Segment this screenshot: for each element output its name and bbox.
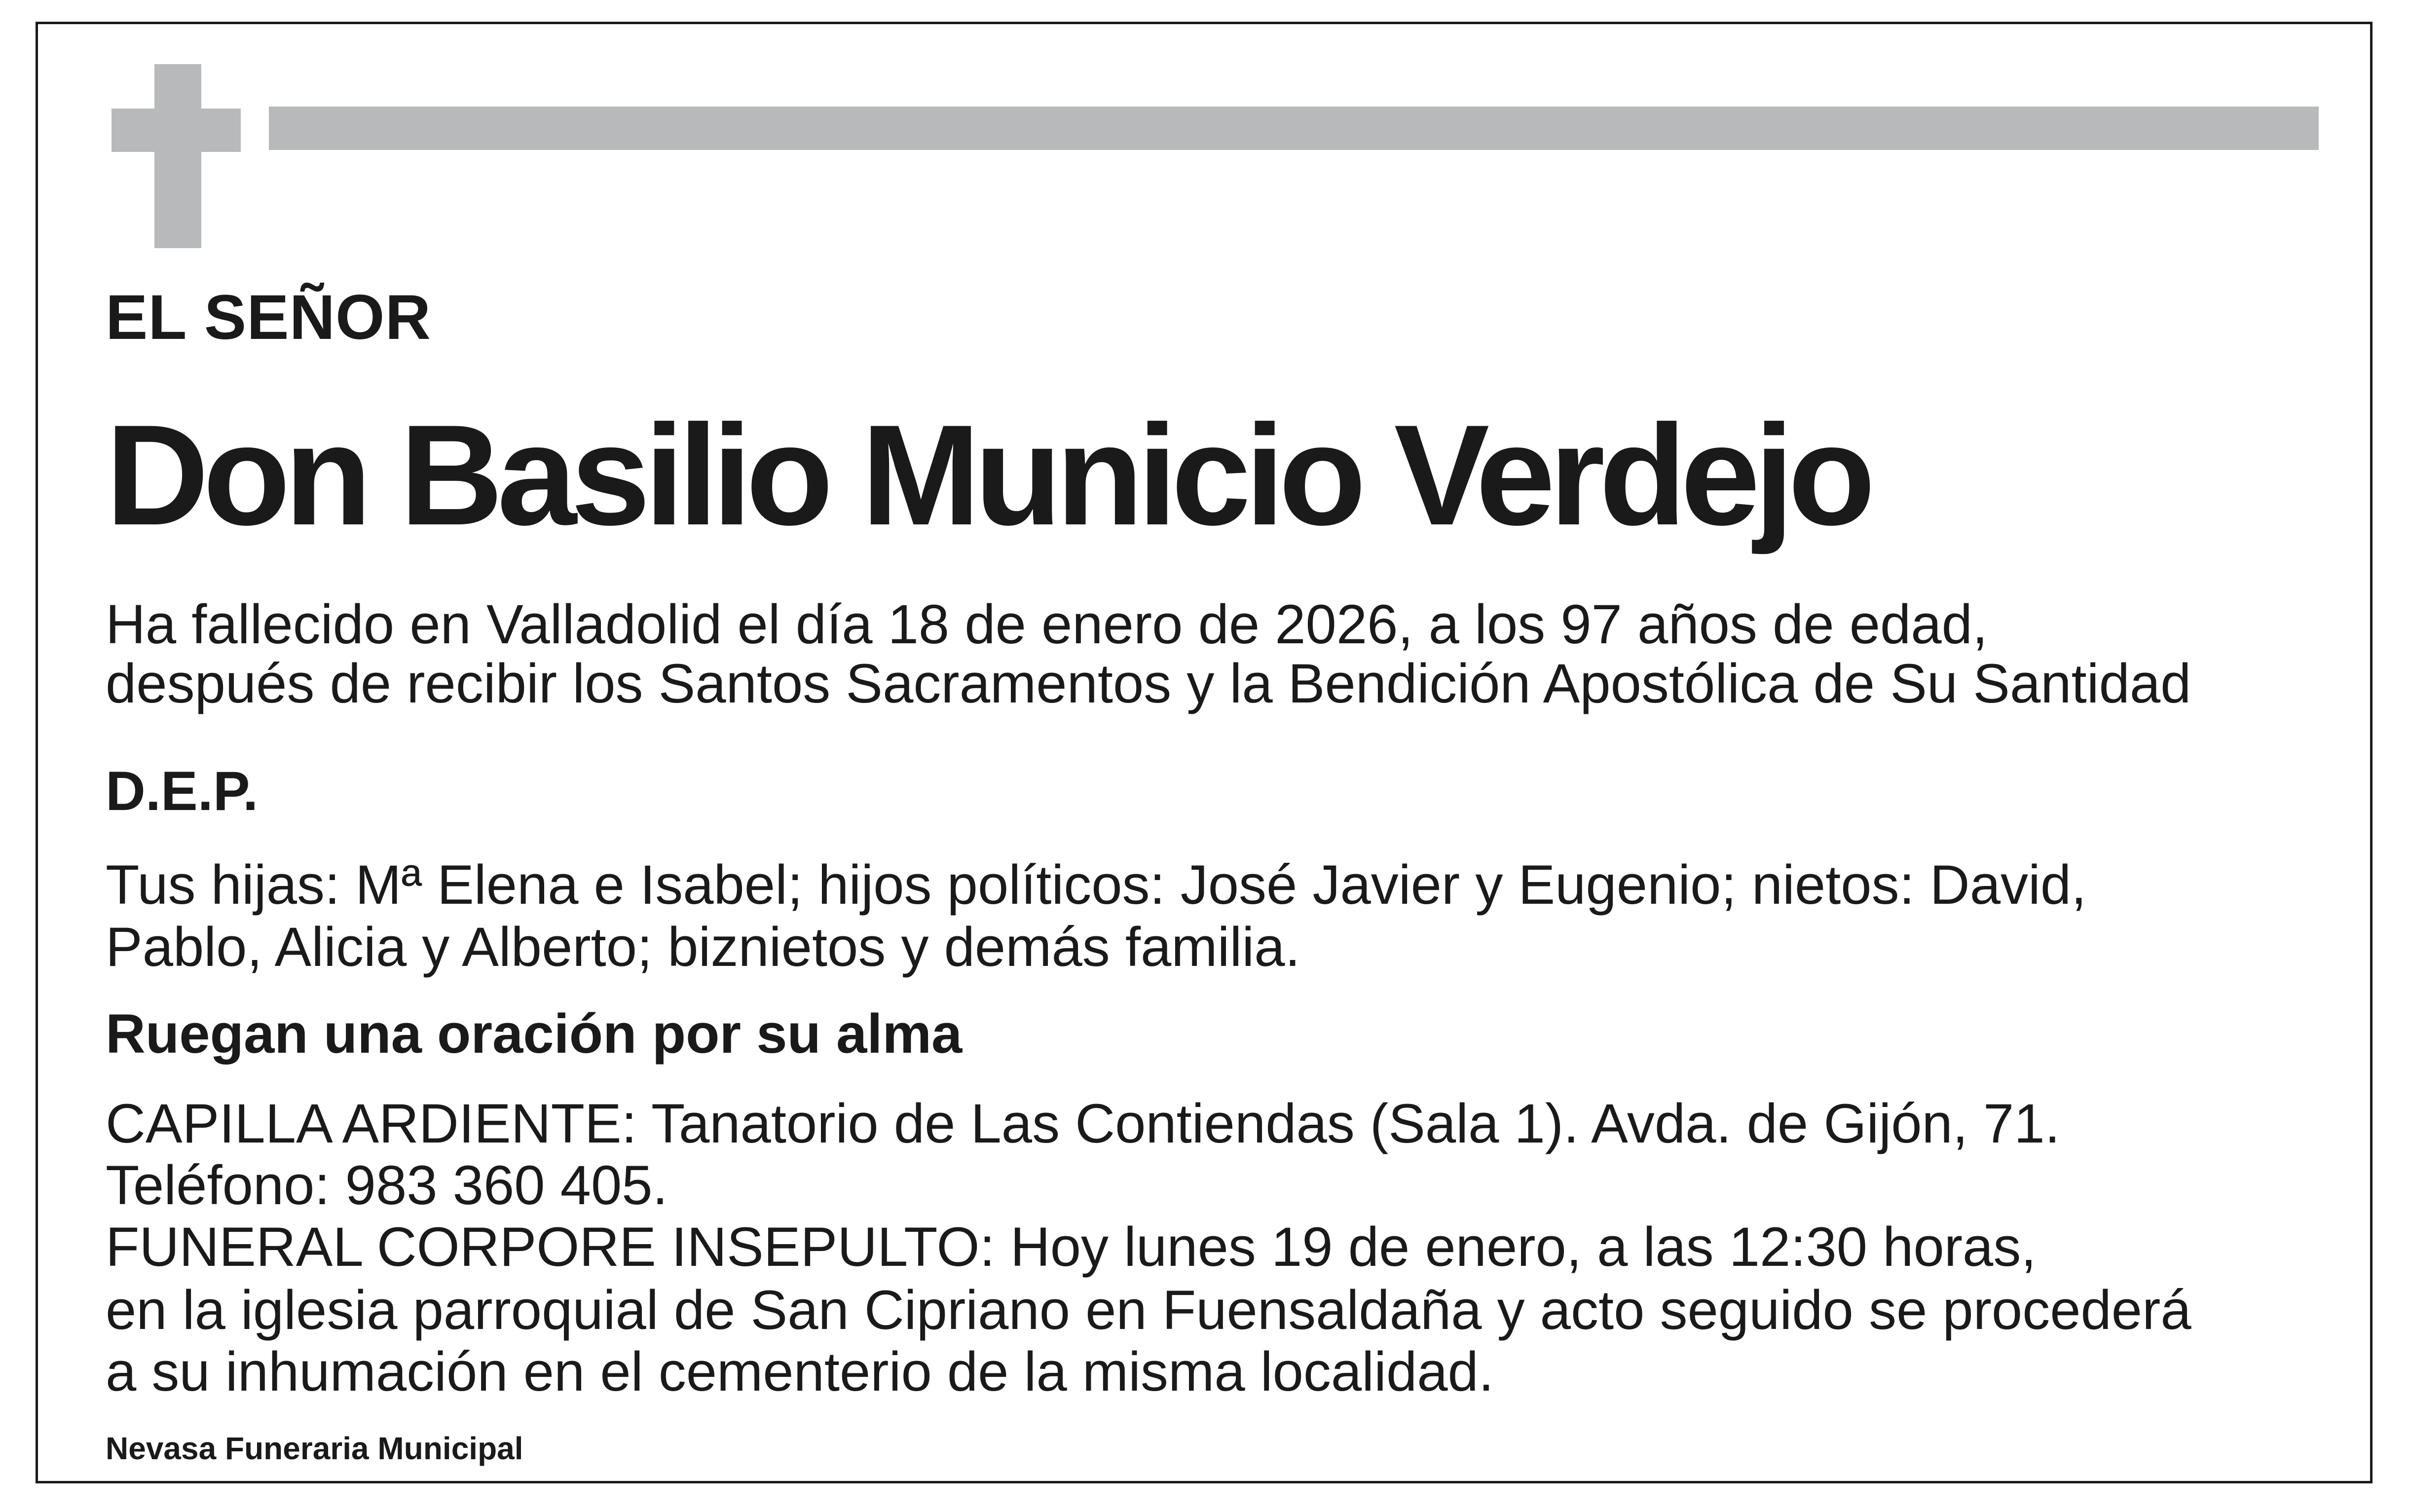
- honorific: EL SEÑOR: [106, 282, 431, 353]
- service-line-5: a su inhumación en el cementerio de la misma localidad.: [106, 1341, 1494, 1402]
- cross-icon: [154, 64, 201, 248]
- cross-icon-crossbar: [111, 109, 241, 152]
- service-line-1: CAPILLA ARDIENTE: Tanatorio de Las Contiendas (Sala 1). Avda. de Gijón, 71.: [106, 1093, 2060, 1154]
- family-line-1: Tus hijas: Mª Elena e Isabel; hijos políticos: José Javier y Eugenio; nietos: David,: [106, 854, 2087, 916]
- family-line-2: Pablo, Alicia y Alberto; biznietos y demás familia.: [106, 916, 1300, 978]
- service-line-3: FUNERAL CORPORE INSEPULTO: Hoy lunes 19 de enero, a las 12:30 horas,: [106, 1216, 2037, 1278]
- header-rule: [269, 107, 2319, 150]
- prayer-request: Ruegan una oración por su alma: [106, 1003, 963, 1065]
- service-line-4: en la iglesia parroquial de San Cipriano en Fuensaldaña y acto seguido se procederá: [106, 1279, 2191, 1341]
- death-announcement-line-1: Ha fallecido en Valladolid el día 18 de enero de 2026, a los 97 años de edad,: [106, 593, 1988, 655]
- funeral-home-credit: Nevasa Funeraria Municipal: [106, 1431, 523, 1466]
- death-announcement-line-2: después de recibir los Santos Sacramentos y la Bendición Apostólica de Su Santidad: [106, 653, 2191, 714]
- service-line-2: Teléfono: 983 360 405.: [106, 1154, 668, 1216]
- rip-label: D.E.P.: [106, 760, 259, 822]
- deceased-name: Don Basilio Municio Verdejo: [106, 395, 1870, 555]
